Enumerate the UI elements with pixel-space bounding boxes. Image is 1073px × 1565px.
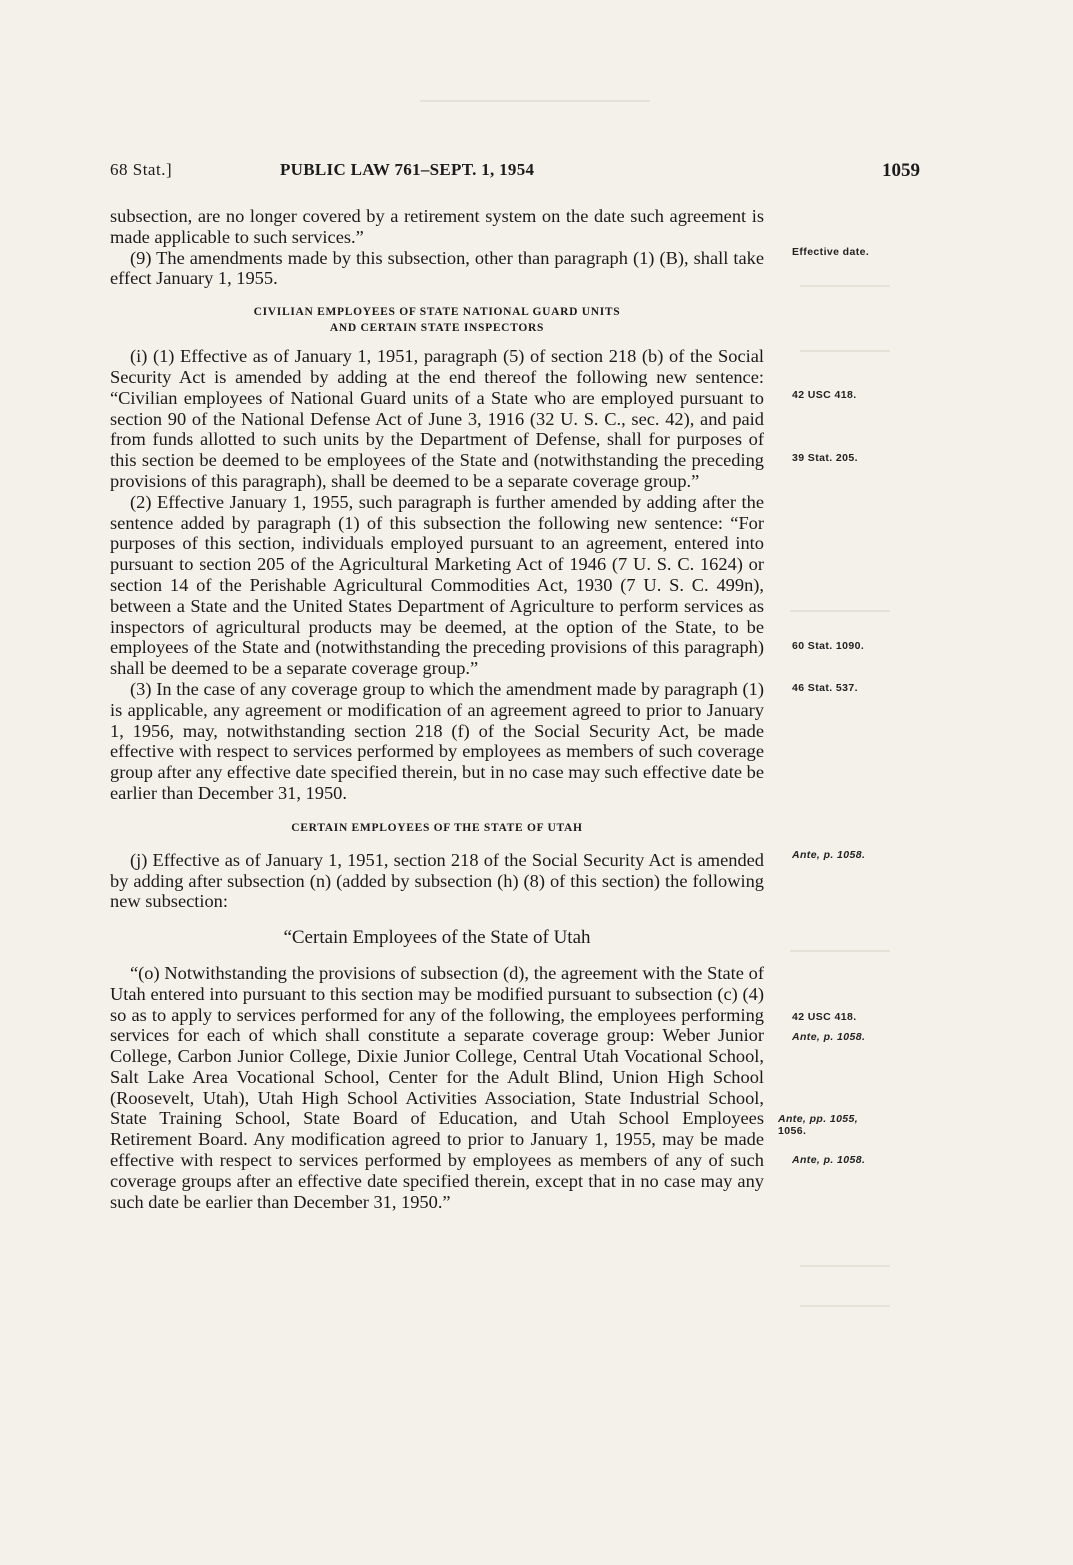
margin-note-stat: 39 Stat. 205. [792, 452, 858, 464]
bleed-through-mark [420, 100, 650, 102]
section-heading-utah: CERTAIN EMPLOYEES OF THE STATE OF UTAH [291, 821, 583, 834]
margin-note-stat: 46 Stat. 537. [792, 682, 858, 694]
main-text-column [110, 206, 764, 1212]
bleed-through-mark [800, 1305, 890, 1307]
bleed-through-mark [800, 285, 890, 287]
paragraph-i-3: (3) In the case of any coverage group to which the amendment made by paragraph (1) is applicable, any agreement or modification of an agreement agreed to prior to January 1, 1956, may, notwithstanding section 218 (f) of the Social Security Act, be made effective with respect to services performed by employees as members of such coverage group after any effective date specified therein, but in no case may such effective date be earlier than December 31, 1950. [110, 678, 764, 803]
margin-note-usc: 42 USC 418. [792, 1011, 857, 1023]
page-number: 1059 [882, 160, 920, 181]
margin-note-ante: Ante, p. 1058. [792, 1031, 866, 1043]
margin-note-ante: Ante, p. 1058. [792, 849, 866, 861]
bleed-through-mark [800, 1265, 890, 1267]
bleed-through-mark [800, 350, 890, 352]
subsection-title-utah: “Certain Employees of the State of Utah [283, 927, 591, 949]
paragraph-i-1: (i) (1) Effective as of January 1, 1951, paragraph (5) of section 218 (b) of the Social Security Act is amended by adding at the end thereof the following new sentence: “Civilian employees of National Guard units of a State who are employed pursuant to section 90 of the National Defense Act of June 3, 1916 (32 U. S. C., sec. 42), and paid from funds allotted to such units by the Department of Defense, shall for purposes of this section be deemed to be employees of the State and (notwithstanding the preceding provisions of this paragraph), shall be deemed to be a separate coverage group.” [110, 346, 764, 491]
paragraph-i-2: (2) Effective January 1, 1955, such paragraph is further amended by adding after the sentence added by paragraph (1) of this subsection the following new sentence: “For purposes of this section, individuals employed pursuant to an agreement, entered into pursuant to section 205 of the Agricultural Marketing Act of 1946 (7 U. S. C. 1624) or section 14 of the Perishable Agricultural Commodities Act, 1930 (7 U. S. C. 499n), between a State and the United States Department of Agriculture to perform services as inspectors of agricultural products may be deemed, at the option of the State, to be employees of the State and (notwithstanding the preceding provisions of this paragraph) shall be deemed to be a separate coverage group.” [110, 491, 764, 679]
margin-note-effective-date: Effective date. [792, 246, 870, 258]
paragraph-o: “(o) Notwithstanding the provisions of subsection (d), the agreement with the State of Utah entered into pursuant to this section may be modified pursuant to subsection (c) (4) so as to apply to services performed for any of the following, the employees performing services for each of which shall constitute a separate coverage group: Weber Junior College, Carbon Junior College, Dixie Junior College, Central Utah Vocational School, Salt Lake Area Vocational School, Center for the Adult Blind, Union High School (Roosevelt, Utah), Utah High School Activities Association, State Industrial School, State Training School, State Board of Education, and Utah School Employees Retirement Board. Any modification agreed to prior to January 1, 1955, may be made effective with respect to services performed by employees as members of any of such coverage groups after an effective date specified therein, except that in no case may any such date be earlier than December 31, 1950.” [110, 962, 764, 1212]
margin-note-usc: 42 USC 418. [792, 389, 857, 401]
paragraph-continuation: subsection, are no longer covered by a retirement system on the date such agreement is made applicable to such services.” [110, 206, 764, 247]
margin-note-ante: Ante, p. 1058. [792, 1154, 866, 1166]
running-head [110, 160, 920, 190]
paragraph-j: (j) Effective as of January 1, 1951, section 218 of the Social Security Act is amended by adding after subsection (n) (added by subsection (h) (8) of this section) the following new subsection: [110, 849, 764, 912]
law-title: PUBLIC LAW 761–SEPT. 1, 1954 [280, 160, 535, 179]
bleed-through-mark [790, 950, 890, 952]
margin-note-ante: Ante, pp. 1055, 1056. [778, 1113, 859, 1137]
volume-reference: 68 Stat.] [110, 160, 173, 179]
section-heading-national-guard: CIVILIAN EMPLOYEES OF STATE NATIONAL GUARD UNITS AND CERTAIN STATE INSPECTORS [253, 306, 621, 335]
margin-note-stat: 60 Stat. 1090. [792, 640, 865, 652]
bleed-through-mark [790, 610, 890, 612]
paragraph-9: (9) The amendments made by this subsection, other than paragraph (1) (B), shall take effect January 1, 1955. [110, 247, 764, 289]
